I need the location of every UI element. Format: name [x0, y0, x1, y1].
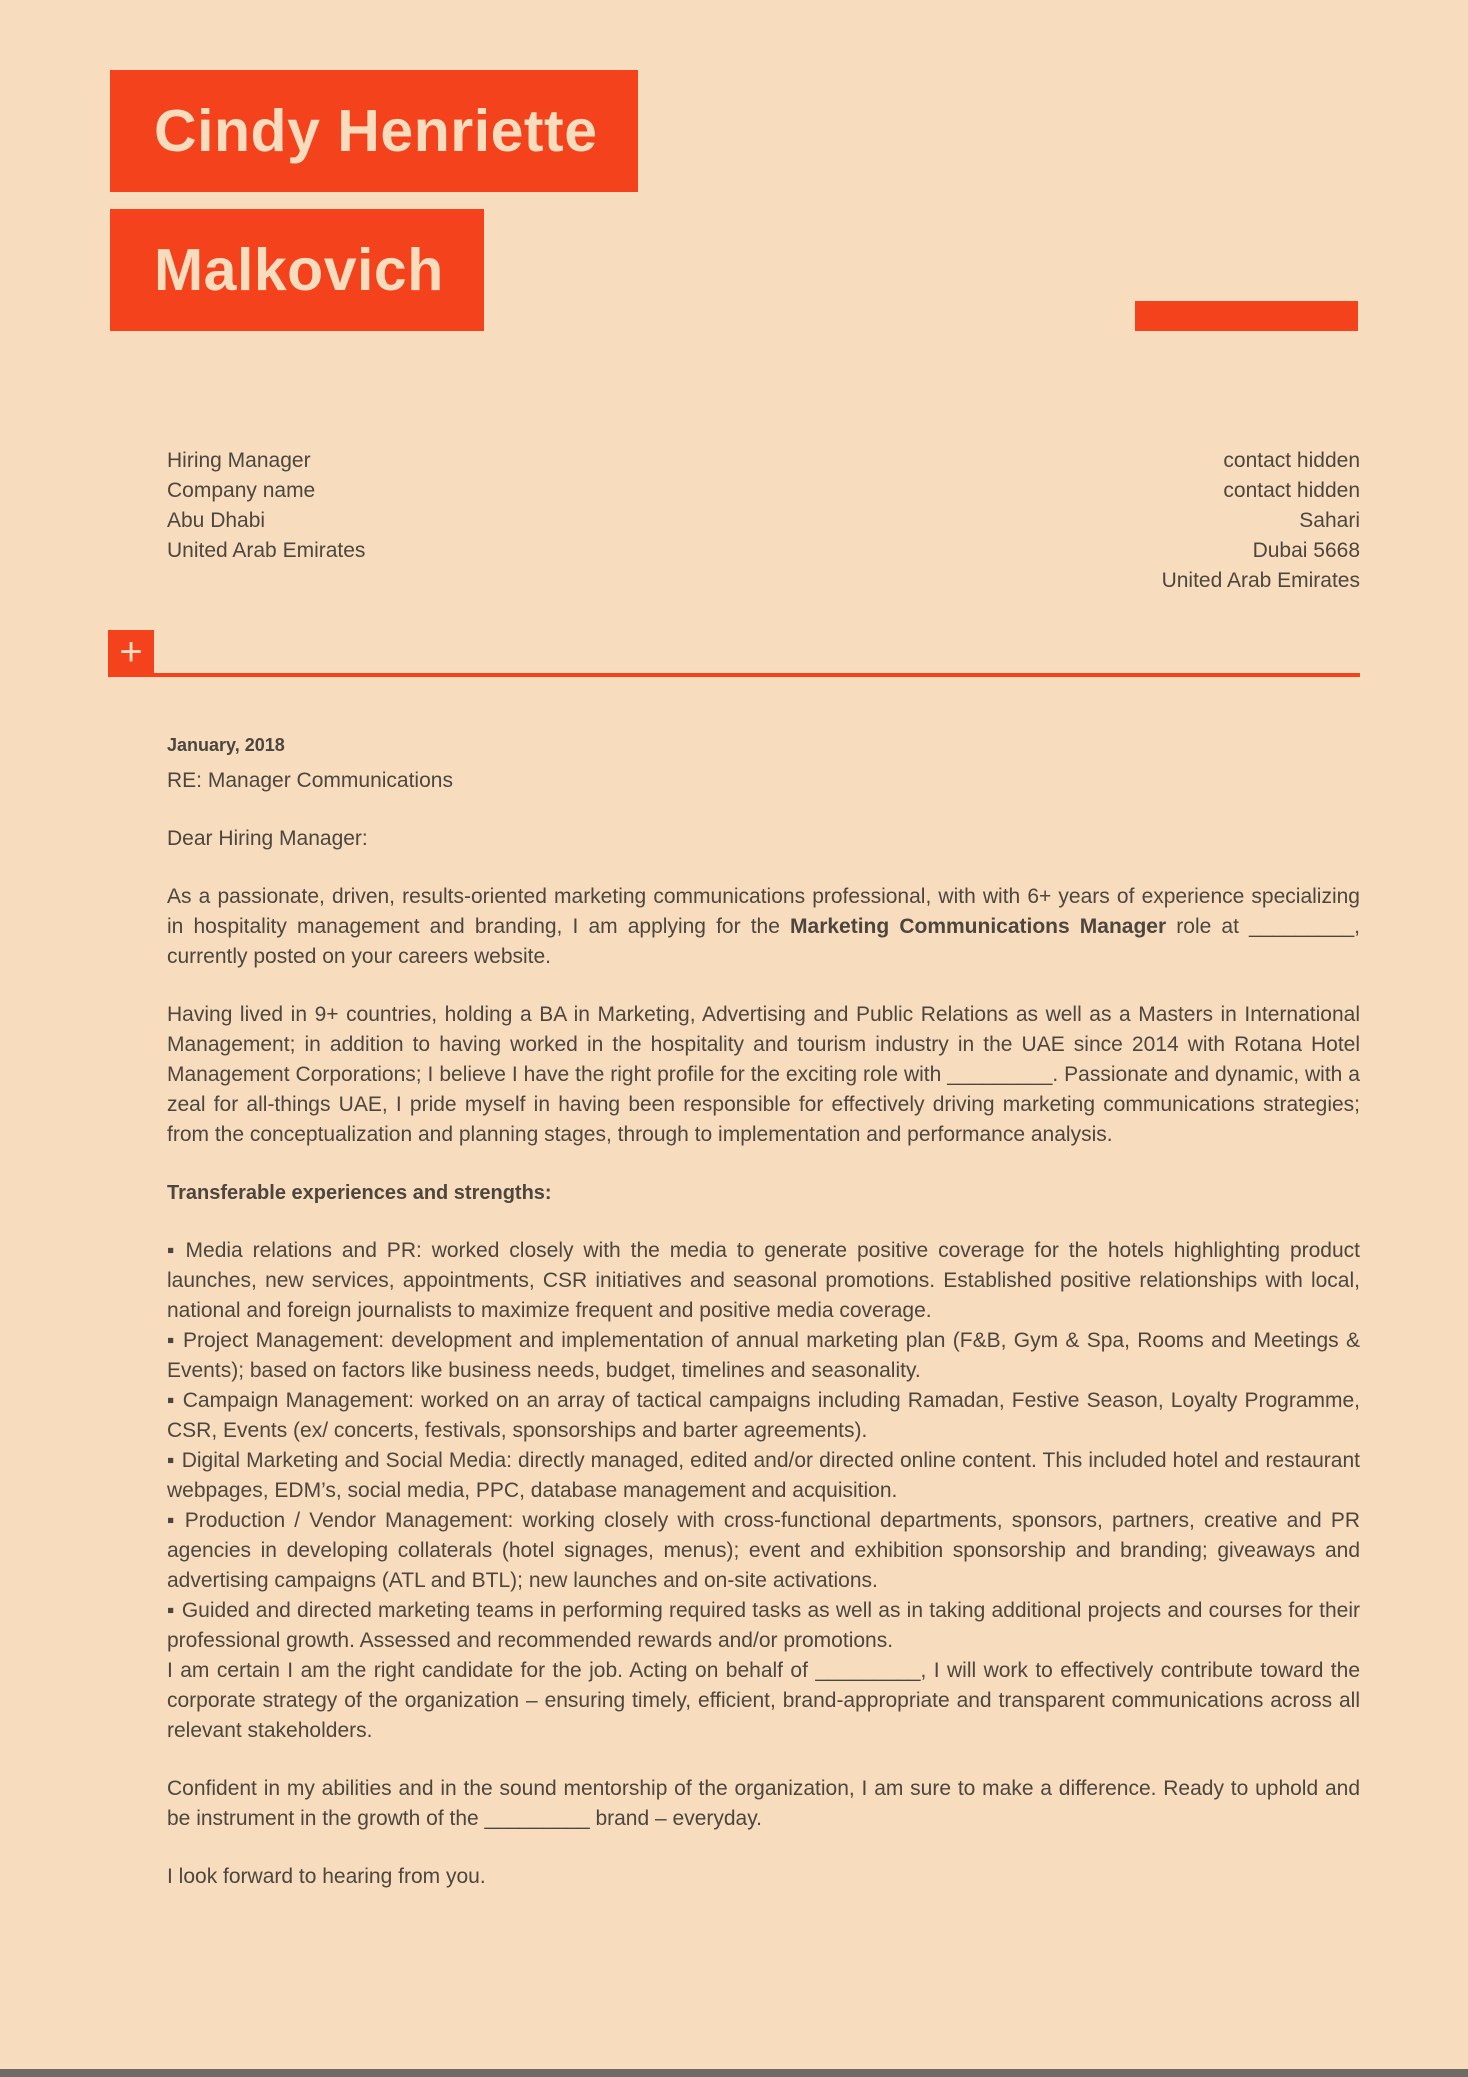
sender-line: Sahari [1299, 509, 1360, 532]
closing-paragraph-2: Confident in my abilities and in the sound mentorship of the organization, I am sure to make a difference. Ready to uphold and be instrument in the growth of the _________ brand – everyday. [167, 1777, 1360, 1830]
recipient-line: Company name [167, 479, 316, 502]
bullet-text: Digital Marketing and Social Media: directly managed, edited and/or directed online content. This included hotel and restaurant webpages, EDM’s, social media, PPC, database management and acquisition. [167, 1449, 1360, 1502]
footer-bar [0, 2069, 1468, 2077]
bullet-item [167, 1326, 1360, 1386]
name-first-line: Cindy Henriette [110, 70, 638, 192]
bullet-text: Production / Vendor Management: working closely with cross-functional departments, sponsors, partners, creative and PR agencies in developing collaterals (hotel signages, menus); event and exhibition sponsorship and branding; giveaways and advertising campaigns (ATL and BTL); new launches and on-site activations. [167, 1509, 1360, 1592]
recipient-line: United Arab Emirates [167, 539, 366, 562]
recipient-line: Abu Dhabi [167, 509, 266, 532]
recipient-line: Hiring Manager [167, 449, 311, 472]
bullet-square-icon: ▪ [167, 1599, 175, 1622]
bullet-text: Media relations and PR: worked closely with the media to generate positive coverage for the hotels highlighting product launches, new services, appointments, CSR initiatives and seasonal promotions. Established positive relationships with local, national and foreign journalists to maximize frequent and positive media coverage. [167, 1239, 1360, 1322]
bullet-square-icon: ▪ [167, 1449, 175, 1472]
sender-line: contact hidden [1223, 479, 1360, 502]
letter-body [167, 732, 1360, 1892]
bullet-item [167, 1386, 1360, 1446]
sender-line: Dubai 5668 [1252, 539, 1360, 562]
header-name-row-1 [110, 70, 638, 192]
sender-address-block [1162, 446, 1360, 596]
bullet-square-icon: ▪ [167, 1389, 176, 1412]
bullet-text: Campaign Management: worked on an array of tactical campaigns including Ramadan, Festive Season, Loyalty Programme, CSR, Events (ex/ concerts, festivals, sponsorships and barter agreements). [167, 1389, 1360, 1442]
intro-paragraph [167, 882, 1360, 972]
section-divider [108, 630, 1360, 677]
closing-paragraph-1: I am certain I am the right candidate for the job. Acting on behalf of _________, I will work to effectively contribute toward the corporate strategy of the organization – ensuring timely, efficient, brand-appropriate and transparent communications across all relevant stakeholders. [167, 1659, 1360, 1742]
sender-line: United Arab Emirates [1161, 569, 1360, 592]
bullet-square-icon: ▪ [167, 1329, 176, 1352]
bullet-square-icon: ▪ [167, 1239, 179, 1262]
sender-line: contact hidden [1223, 449, 1360, 472]
header-name-row-2 [110, 209, 484, 331]
bullet-item [167, 1446, 1360, 1506]
bullet-text: Guided and directed marketing teams in performing required tasks as well as in taking additional projects and courses for their professional growth. Assessed and recommended rewards and/or promotions. [167, 1599, 1360, 1652]
accent-bar [1135, 301, 1358, 331]
letter-subject: RE: Manager Communications [167, 769, 453, 792]
name-second-line: Malkovich [110, 209, 484, 331]
intro-role-bold: Marketing Communications Manager [790, 915, 1167, 938]
intro-text-post: role at _________, currently posted on your careers website. [167, 915, 1361, 968]
strengths-heading: Transferable experiences and strengths: [167, 1182, 552, 1204]
bullet-item [167, 1236, 1360, 1326]
background-paragraph: Having lived in 9+ countries, holding a BA in Marketing, Advertising and Public Relations as well as a Masters in International Management; in addition to having worked in the hospitality and tourism industry in the UAE since 2014 with Rotana Hotel Management Corporations; I believe I have the right profile for the exciting role with _________. Passionate and dynamic, with a zeal for all-things UAE, I pride myself in having been responsible for effectively driving marketing communications strategies; from the conceptualization and planning stages, through to implementation and performance analysis. [167, 1003, 1360, 1146]
bullet-item [167, 1596, 1360, 1656]
bullet-item [167, 1506, 1360, 1596]
letter-date: January, 2018 [167, 735, 285, 755]
sign-off: I look forward to hearing from you. [167, 1865, 486, 1888]
plus-icon: + [108, 630, 154, 676]
letter-salutation: Dear Hiring Manager: [167, 827, 368, 850]
recipient-address-block [167, 446, 365, 566]
bullet-square-icon: ▪ [167, 1509, 178, 1532]
divider-rule [108, 673, 1360, 677]
intro-text-pre: As a passionate, driven, results-oriented marketing communications professional, with with 6+ years of experience specializing in hospitality management and branding, I am applying for the [167, 885, 1360, 938]
bullet-text: Project Management: development and implementation of annual marketing plan (F&B, Gym & Spa, Rooms and Meetings & Events); based on factors like business needs, budget, timelines and seasonality. [167, 1329, 1360, 1382]
